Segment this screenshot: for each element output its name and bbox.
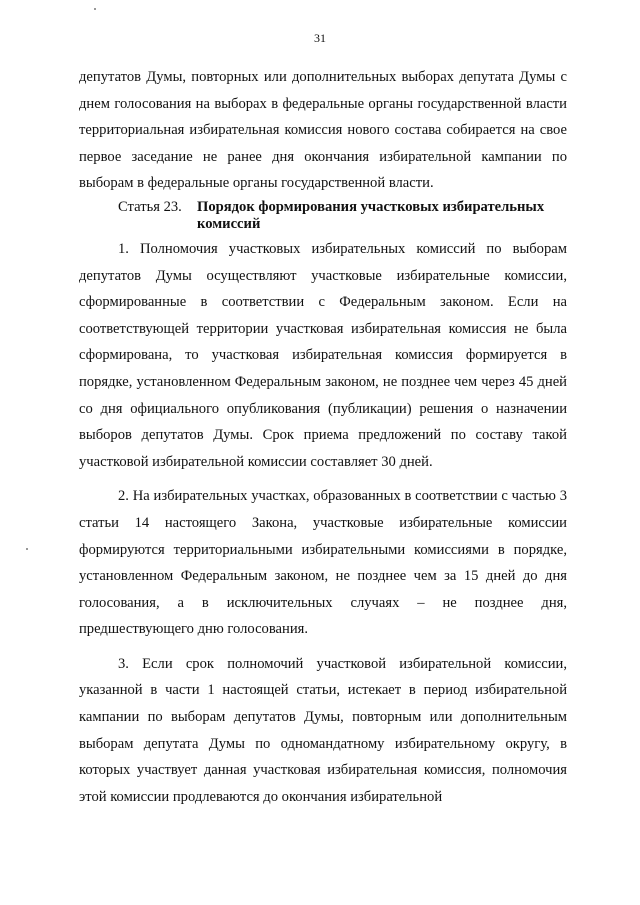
document-body: [79, 64, 567, 810]
scan-speck: [94, 8, 96, 10]
page-number: 31: [314, 31, 326, 45]
article-number: Статья 23.: [118, 198, 182, 215]
scan-speck: [26, 548, 28, 550]
article-heading: [79, 199, 567, 233]
paragraph-2: 2. На избирательных участках, образованных в соответствии с частью 3 статьи 14 настоящего Закона, участковые избирательные комиссии формируются территориальными избирательными комиссиями в порядке, установленном Федеральным законом, не позднее чем за 15 дней до дня голосования, а в исключительных случаях – не позднее дня, предшествующего дню голосования.: [79, 488, 567, 638]
intro-paragraph: депутатов Думы, повторных или дополнительных выборах депутата Думы с днем голосования на выборах в федеральные органы государственной власти территориальная избирательная комиссия нового состава собирается на свое первое заседание не ранее дня окончания избирательной кампании по выборам в федеральные органы государственной власти.: [79, 69, 567, 192]
paragraph-1: 1. Полномочия участковых избирательных комиссий по выборам депутатов Думы осуществляют участковые избирательные комиссии, сформированные в соответствии с Федеральным законом. Если на соответствующей территории участковая избирательная комиссия не была сформирована, то участковая избирательная комиссия формируется в порядке, установленном Федеральным законом, не позднее чем через 45 дней со дня официального опубликования (публикации) решения о назначении выборов депутатов Думы. Срок приема предложений по составу такой участковой избирательной комиссии составляет 30 дней.: [79, 240, 567, 470]
article-title: Порядок формирования участковых избирательных комиссий: [197, 198, 545, 232]
paragraph-3: 3. Если срок полномочий участковой избирательной комиссии, указанной в части 1 настоящей статьи, истекает в период избирательной кампании по выборам депутатов Думы, повторным или дополнительным выборам депутата Думы по одномандатному избирательному округу, в которых участвует данная участковая избирательная комиссия, полномочия этой комиссии продлеваются до окончания избирательной: [79, 655, 567, 805]
